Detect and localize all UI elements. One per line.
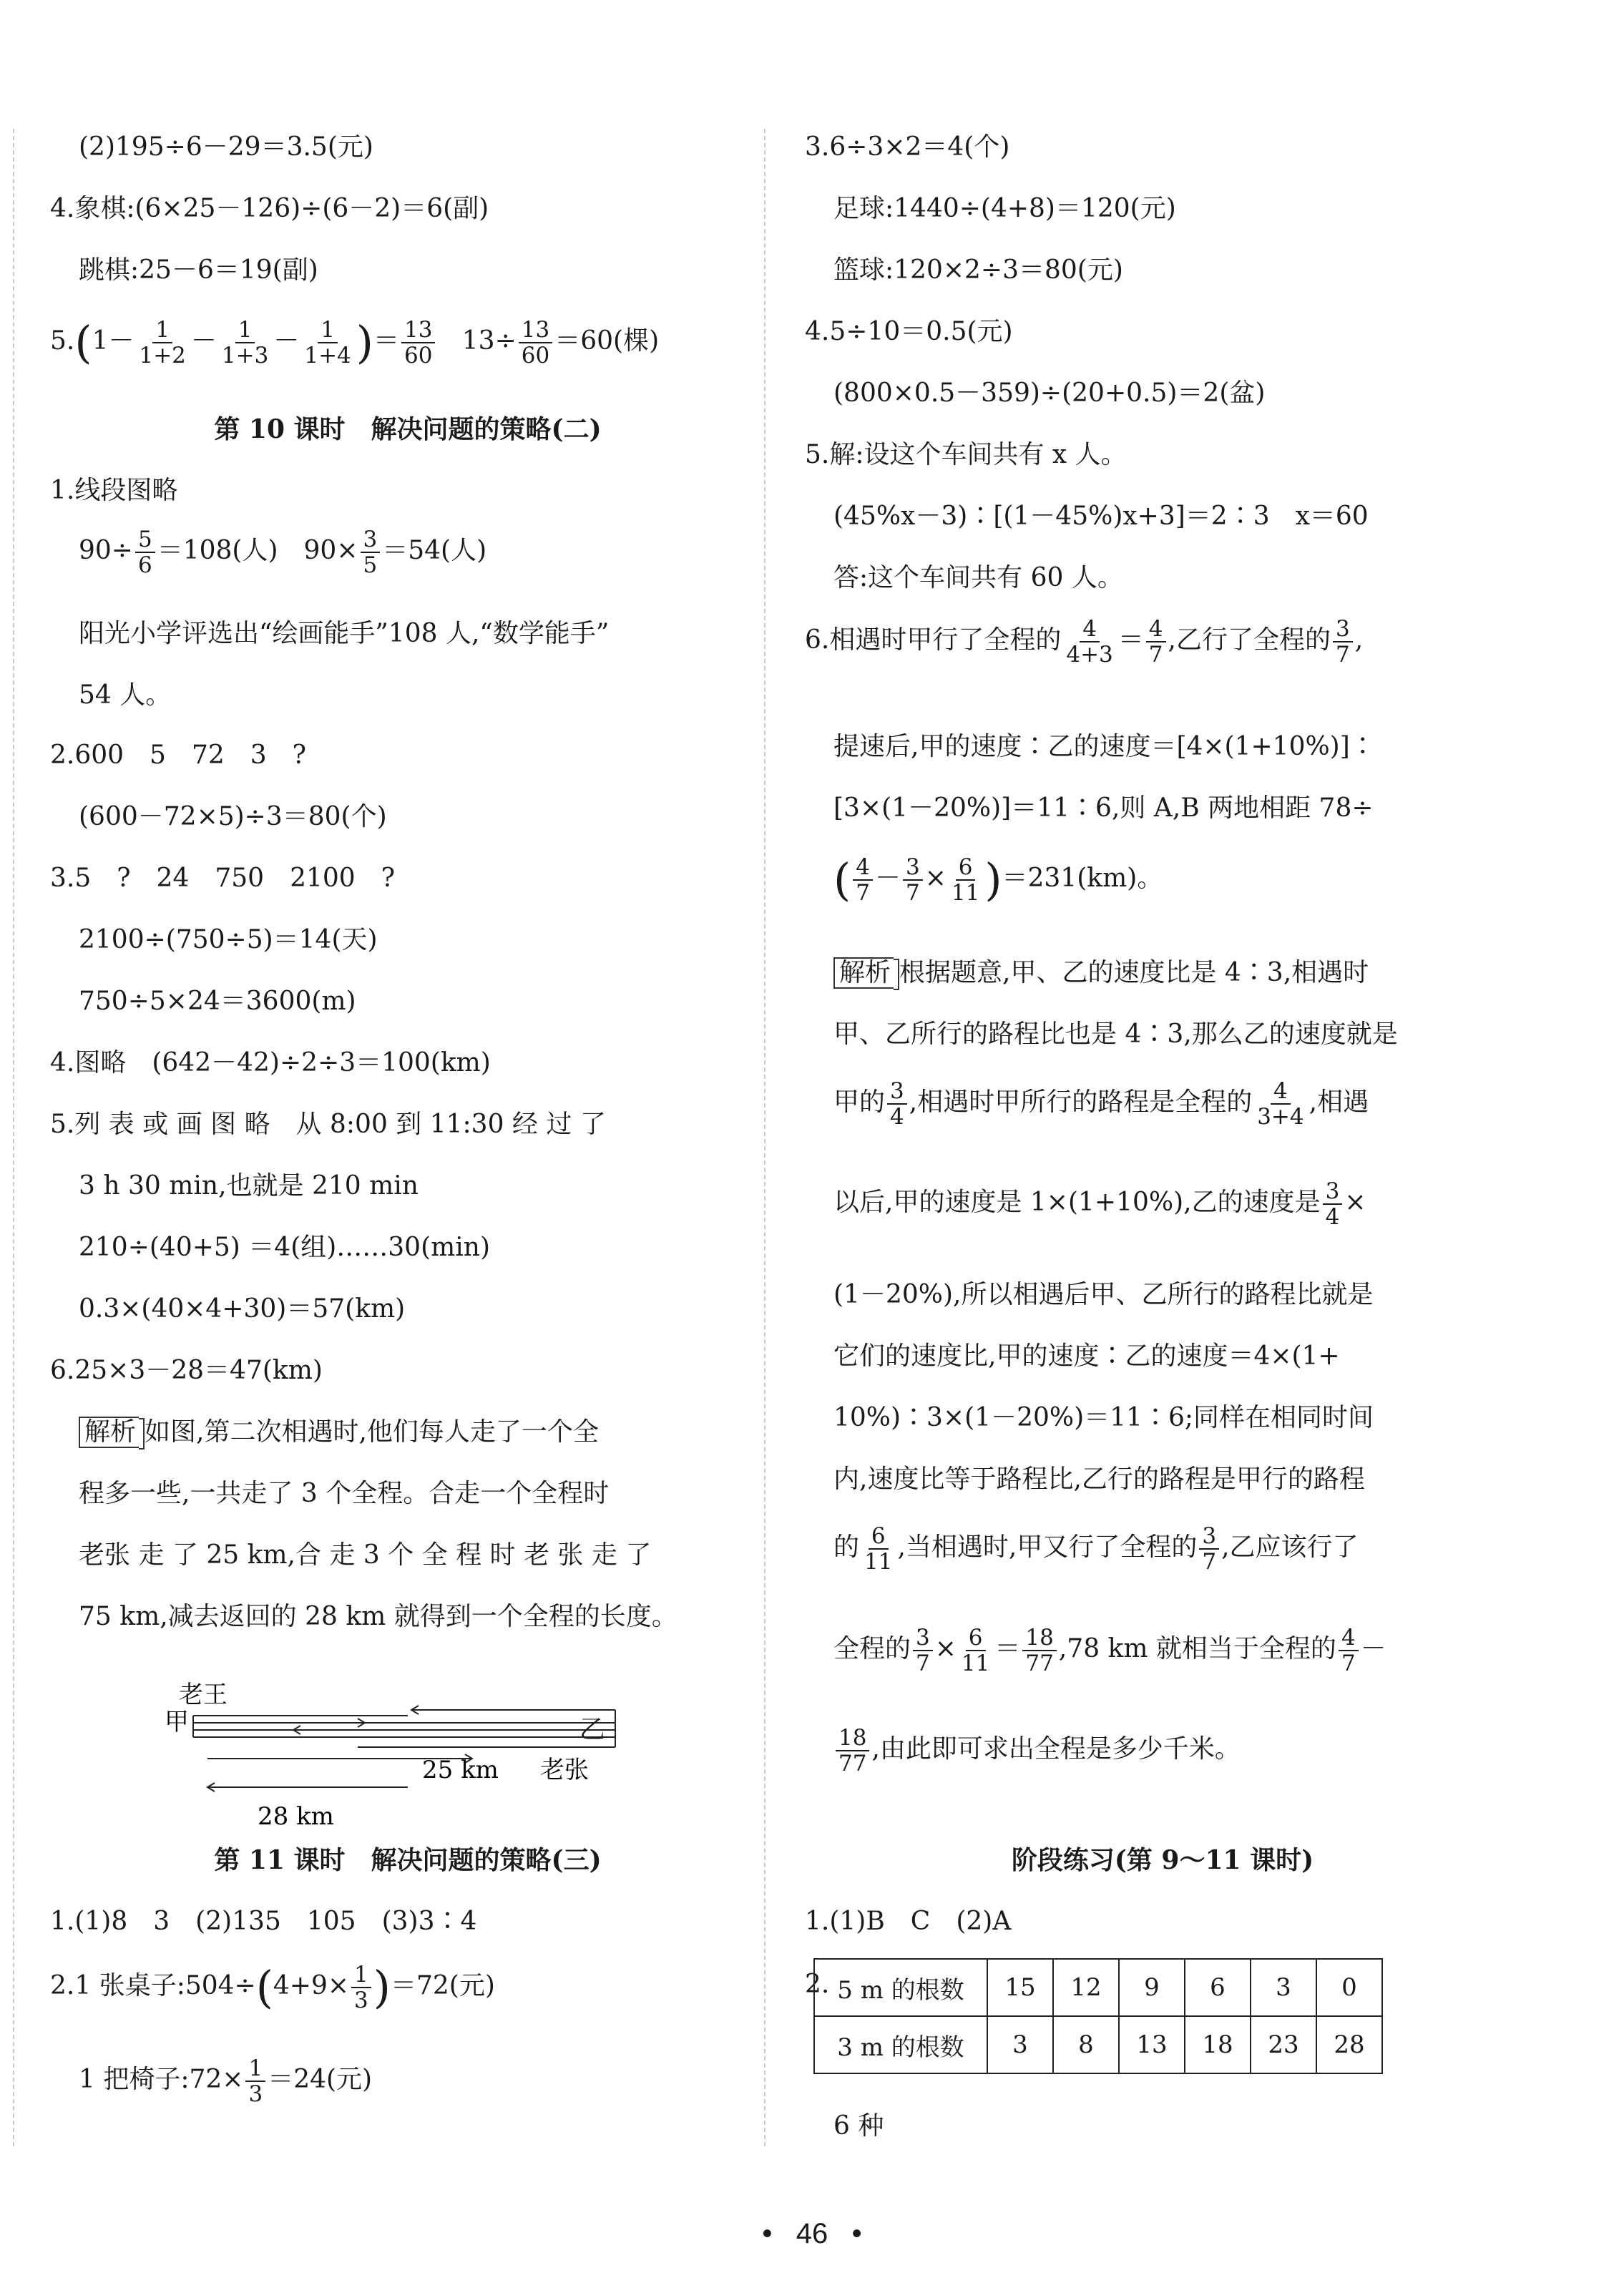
fraction: $\frac{3}{4}$ [1323,1179,1343,1229]
fraction: $\frac{18}{77}$ [836,1726,869,1776]
answer-b1: 1.(1)B C (2)A [805,1907,1012,1936]
q-number: 5. [50,326,75,356]
answer-q5: 5.列 表 或 画 图 略 从 8:00 到 11:30 经 过 了 [50,1110,606,1139]
table-cell: 15 [987,1959,1053,2016]
table-header-cell: 5 m 的根数 [814,1959,987,2016]
answer-r1: 1.(1)8 3 (2)135 105 (3)3∶4 [50,1907,477,1936]
fraction: $\frac{4}{7}$ [1146,617,1166,667]
answer-q2-calc: (600－72×5)÷3＝80(个) [79,802,387,831]
table-cell: 18 [1185,2016,1251,2073]
answer-q1-text: 阳光小学评选出“绘画能手”108 人,“数学能手” [79,619,610,648]
answer-a5-answer: 答:这个车间共有 60 人。 [833,563,1123,592]
fraction: $\frac{3}{7}$ [1199,1524,1219,1574]
answer-a4: 4.5÷10＝0.5(元) [805,317,1013,346]
answer-b2-result: 6 种 [833,2111,884,2141]
answer-a6: 6.相遇时甲行了全程的 $\frac{4}{4+3}$ ＝ $\frac{4}{7}$ ,乙行了全程的 $\frac{3}{7}$ , [805,616,1364,668]
fraction: $\frac{18}{77}$ [1022,1626,1056,1676]
fraction: $\frac{1}{1+4}$ [304,317,351,368]
analysis-r-line-3: 甲的 $\frac{3}{4}$ ,相遇时甲所行的路程是全程的 $\frac{4}{3+4}$ ,相遇 [833,1078,1369,1130]
answer-line: (2)195÷6－29＝3.5(元) [79,132,373,162]
fraction: $\frac{3}{7}$ [913,1626,933,1676]
fraction: $\frac{3}{7}$ [903,855,923,905]
answer-a5-equation: (45%x－3)∶[(1－45%)x+3]＝2∶3 x＝60 [833,502,1369,531]
fraction: $\frac{4}{4+3}$ [1066,616,1113,668]
table-cell: 23 [1251,2016,1316,2073]
analysis-r-line-5: (1－20%),所以相遇后甲、乙所行的路程比就是 [833,1280,1374,1309]
answer-q3: 3.5 ? 24 750 2100 ? [50,864,395,893]
fraction: $\frac{4}{7}$ [853,855,873,905]
answer-r2-table: 2.1 张桌子:504÷(4+9× $\frac{1}{3}$ )＝72(元) [50,1961,495,2013]
analysis-r-line-10: 全程的 $\frac{3}{7}$ × $\frac{6}{11}$ ＝ $\frac{18}{77}$ ,78 km 就相当于全程的 $\frac{4}{7}$ － [833,1625,1386,1676]
table-cell: 13 [1119,2016,1185,2073]
left-column [50,107,765,2154]
answer-q1-text-2: 54 人。 [79,680,172,710]
table-cell: 8 [1053,2016,1119,2073]
fraction: $\frac{6}{11}$ [951,854,980,906]
table-cell: 6 [1185,1959,1251,2016]
page-dot: • [851,2218,862,2249]
answer-a6-line-4: ( $\frac{4}{7}$ － $\frac{3}{7}$ × $\frac{6}{11}$ )＝231(km)。 [833,854,1163,906]
answer-q5-trees: 5.(1－ $\frac{1}{1+2}$ － $\frac{1}{1+3}$ － $\frac{1}{1+4}$ )＝ $\frac{13}{60}$ 13÷ $\frac{13}{60}$ ＝60(棵) [50,316,660,368]
answer-r2-chair: 1 把椅子:72× $\frac{1}{3}$ ＝24(元) [79,2055,373,2107]
fraction: $\frac{1}{3}$ [245,2056,265,2106]
answer-q6: 6.25×3－28＝47(km) [50,1356,323,1385]
fraction: $\frac{6}{11}$ [864,1523,893,1575]
label-laowang: 老王 [179,1681,228,1709]
fraction: $\frac{13}{60}$ [519,318,552,368]
answer-q3-calc-2: 750÷5×24＝3600(m) [79,987,356,1016]
label-25km: 25 km [422,1756,499,1784]
analysis-r-line-6: 它们的速度比,甲的速度∶乙的速度＝4×(1+ [833,1341,1340,1371]
answer-q1: 1.线段图略 [50,476,178,505]
rope-count-table [813,1958,1383,2074]
page-number-footer [0,2218,1624,2250]
label-yi: 乙 [579,1715,606,1744]
answer-a3-football: 足球:1440÷(4+8)＝120(元) [833,194,1176,223]
analysis-r-line-7: 10%)∶3×(1－20%)＝11∶6;同样在相同时间 [833,1403,1374,1432]
analysis-r-line-11: $\frac{18}{77}$ ,由此即可求出全程是多少千米。 [833,1717,1241,1781]
analysis-tag: 解析 [833,957,894,989]
answer-q4-checkers: 跳棋:25－6＝19(副) [79,255,318,285]
analysis-line-1: 解析 如图,第二次相遇时,他们每人走了一个全 [79,1415,599,1450]
analysis-r-line-2: 甲、乙所行的路程比也是 4∶3,那么乙的速度就是 [833,1020,1398,1049]
answer-q5-line-3: 210÷(40+5) ＝4(组)……30(min) [79,1233,491,1262]
answer-q5-line-2: 3 h 30 min,也就是 210 min [79,1171,419,1201]
label-28km: 28 km [258,1802,334,1831]
fraction: $\frac{5}{6}$ [135,527,155,577]
fraction: $\frac{3}{5}$ [361,527,381,577]
left-margin-rule [13,129,14,2146]
page-number: 46 [796,2218,828,2249]
table-row [814,2016,1382,2073]
analysis-tag: 解析 [79,1417,139,1448]
table-cell: 28 [1316,2016,1382,2073]
table-cell: 3 [987,2016,1053,2073]
answer-q4: 4.图略 (642－42)÷2÷3＝100(km) [50,1048,491,1077]
analysis-r-line-8: 内,速度比等于路程比,乙行的路程是甲行的路程 [833,1465,1365,1494]
answer-a3: 3.6÷3×2＝4(个) [805,132,1010,162]
fraction: $\frac{4}{7}$ [1339,1626,1359,1676]
answer-b2-number: 2. [805,1970,830,1999]
meeting-diagram [165,1681,589,1839]
answer-q5-line-4: 0.3×(40×4+30)＝57(km) [79,1294,406,1324]
answer-a6-line-2: 提速后,甲的速度∶乙的速度＝[4×(1+10%)]∶ [833,732,1376,761]
table-cell: 9 [1119,1959,1185,2016]
analysis-r-line-1: 解析 根据题意,甲、乙的速度比是 4∶3,相遇时 [833,956,1369,990]
answer-a6-line-3: [3×(1－20%)]＝11∶6,则 A,B 两地相距 78÷ [833,793,1374,823]
table-header-cell: 3 m 的根数 [814,2016,987,2073]
analysis-line-3: 老张 走 了 25 km,合 走 3 个 全 程 时 老 张 走 了 [79,1540,652,1570]
page-dot: • [762,2218,773,2249]
right-column [805,107,1520,2154]
table-cell: 0 [1316,1959,1382,2016]
answer-q1-calc: 90÷ $\frac{5}{6}$ ＝108(人) 90× $\frac{3}{5}$ ＝54(人) [79,527,487,578]
answer-q3-calc-1: 2100÷(750÷5)＝14(天) [79,925,378,954]
label-laozhang: 老张 [540,1756,589,1784]
fraction: $\frac{6}{11}$ [961,1625,990,1676]
analysis-line-4: 75 km,减去返回的 28 km 就得到一个全程的长度。 [79,1602,678,1631]
answer-a5: 5.解:设这个车间共有 x 人。 [805,440,1127,469]
fraction: $\frac{1}{3}$ [351,1962,371,2013]
table-row [814,1959,1382,2016]
fraction: $\frac{1}{1+3}$ [221,317,269,368]
label-jia: 甲 [165,1708,189,1736]
table-cell: 12 [1053,1959,1119,2016]
fraction: $\frac{1}{1+2}$ [139,317,186,368]
answer-a4-calc: (800×0.5－359)÷(20+0.5)＝2(盆) [833,378,1266,408]
analysis-r-line-9: 的 $\frac{6}{11}$ ,当相遇时,甲又行了全程的 $\frac{3}{7}$ ,乙应该行了 [833,1523,1359,1575]
fraction: $\frac{13}{60}$ [401,318,435,368]
section-title-lesson-10: 第 10 课时 解决问题的策略(二) [214,414,602,444]
fraction: $\frac{3}{4}$ [887,1079,907,1129]
fraction: $\frac{3}{7}$ [1333,617,1353,667]
answer-q2: 2.600 5 72 3 ? [50,740,306,770]
section-title-stage-practice: 阶段练习(第 9～11 课时) [1011,1845,1314,1875]
section-title-lesson-11: 第 11 课时 解决问题的策略(三) [214,1845,602,1875]
answer-q4-chess: 4.象棋:(6×25－126)÷(6－2)＝6(副) [50,194,489,223]
fraction: $\frac{4}{3+4}$ [1257,1078,1304,1130]
answer-a3-basketball: 篮球:120×2÷3＝80(元) [833,255,1123,285]
analysis-line-2: 程多一些,一共走了 3 个全程。合走一个全程时 [79,1479,610,1508]
table-cell: 3 [1251,1959,1316,2016]
analysis-r-line-4: 以后,甲的速度是 1×(1+10%),乙的速度是 $\frac{3}{4}$ × [833,1178,1366,1230]
